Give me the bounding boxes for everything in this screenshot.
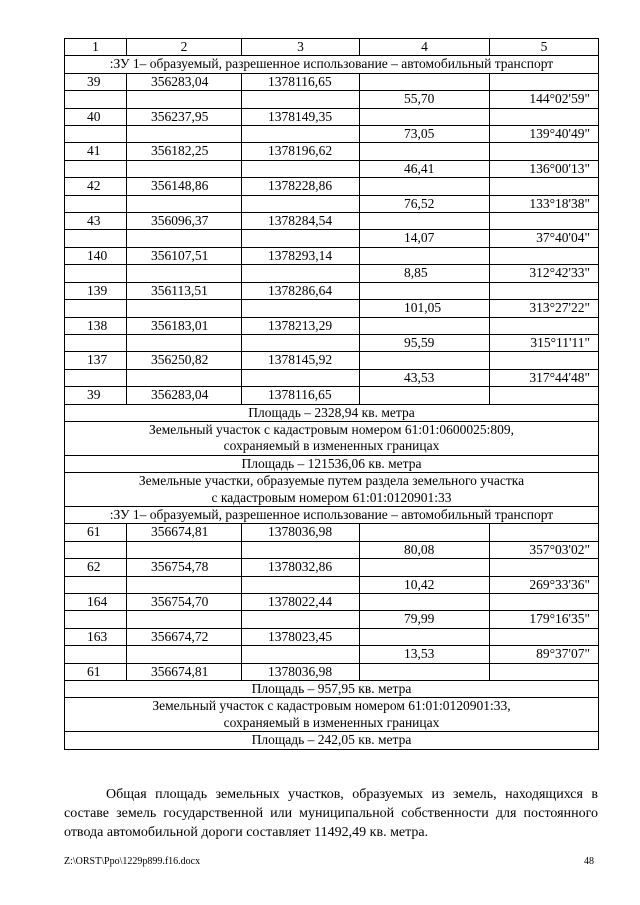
empty-cell	[65, 265, 127, 282]
area3-row	[65, 681, 599, 698]
cadastral2-row-cell	[65, 698, 599, 732]
coord-y: 1378293,14	[242, 247, 360, 264]
empty-cell	[360, 628, 490, 645]
segment-row	[65, 646, 599, 663]
segment-row	[65, 126, 599, 143]
segment-length: 43,53	[360, 369, 490, 386]
point-number: 39	[65, 73, 127, 90]
empty-cell	[65, 300, 127, 317]
segment-angle: 312°42'33"	[490, 265, 599, 282]
empty-cell	[127, 576, 242, 593]
segment-length: 101,05	[360, 300, 490, 317]
coord-y: 1378149,35	[242, 108, 360, 125]
empty-cell	[65, 230, 127, 247]
split-row-cell	[65, 473, 599, 507]
empty-cell	[65, 541, 127, 558]
area4-row-cell: Площадь – 242,05 кв. метра	[65, 732, 599, 749]
empty-cell	[490, 594, 599, 611]
coord-x: 356754,70	[127, 594, 242, 611]
table-header-row	[65, 39, 599, 56]
point-number: 39	[65, 387, 127, 404]
coord-x: 356148,86	[127, 178, 242, 195]
empty-cell	[65, 126, 127, 143]
point-row	[65, 387, 599, 404]
cadastral1-row-line2: сохраняемый в измененных границах	[223, 438, 440, 454]
empty-cell	[127, 195, 242, 212]
coord-x: 356237,95	[127, 108, 242, 125]
point-row	[65, 108, 599, 125]
point-number: 41	[65, 143, 127, 160]
coord-x: 356283,04	[127, 387, 242, 404]
empty-cell	[360, 317, 490, 334]
point-row	[65, 282, 599, 299]
point-row	[65, 178, 599, 195]
empty-cell	[127, 334, 242, 351]
empty-cell	[490, 628, 599, 645]
segment-row	[65, 160, 599, 177]
empty-cell	[127, 230, 242, 247]
empty-cell	[360, 73, 490, 90]
empty-cell	[242, 230, 360, 247]
empty-cell	[490, 108, 599, 125]
summary-text: Общая площадь земельных участков, образуемых из земель, находящихся в составе земель государственной или муниципальной собственности для постоянного отвода автомобильной дороги составляет 11492,49 кв. метра.	[64, 787, 598, 840]
point-row	[65, 524, 599, 541]
point-number: 43	[65, 213, 127, 230]
empty-cell	[242, 300, 360, 317]
coord-x: 356107,51	[127, 247, 242, 264]
point-number: 138	[65, 317, 127, 334]
split-row	[65, 473, 599, 507]
point-row	[65, 247, 599, 264]
point-number: 137	[65, 352, 127, 369]
segment-row	[65, 334, 599, 351]
cadastral1-row-line1: Земельный участок с кадастровым номером 61:01:0600025:809,	[148, 421, 515, 437]
empty-cell	[360, 559, 490, 576]
empty-cell	[127, 265, 242, 282]
empty-cell	[490, 247, 599, 264]
empty-cell	[490, 524, 599, 541]
segment-angle: 136°00'13"	[490, 160, 599, 177]
empty-cell	[65, 576, 127, 593]
point-row	[65, 317, 599, 334]
point-number: 139	[65, 282, 127, 299]
segment-length: 76,52	[360, 195, 490, 212]
coord-y: 1378196,62	[242, 143, 360, 160]
segment-angle: 315°11'11"	[490, 334, 599, 351]
empty-cell	[490, 352, 599, 369]
coord-y: 1378036,98	[242, 524, 360, 541]
empty-cell	[65, 369, 127, 386]
coord-x: 356283,04	[127, 73, 242, 90]
empty-cell	[242, 334, 360, 351]
point-number: 163	[65, 628, 127, 645]
segment-angle: 144°02'59"	[490, 91, 599, 108]
empty-cell	[360, 663, 490, 680]
segment-angle: 313°27'22"	[490, 300, 599, 317]
segment-length: 73,05	[360, 126, 490, 143]
coordinates-table	[64, 38, 599, 750]
empty-cell	[65, 611, 127, 628]
empty-cell	[360, 524, 490, 541]
area3-row-cell: Площадь – 957,95 кв. метра	[65, 681, 599, 698]
area1-row-cell: Площадь – 2328,94 кв. метра	[65, 404, 599, 421]
empty-cell	[65, 334, 127, 351]
header-cell: 2	[127, 39, 242, 56]
point-row	[65, 663, 599, 680]
segment-row	[65, 230, 599, 247]
coord-x: 356182,25	[127, 143, 242, 160]
segment-angle: 269°33'36"	[490, 576, 599, 593]
segment-length: 80,08	[360, 541, 490, 558]
segment-angle: 133°18'38"	[490, 195, 599, 212]
empty-cell	[360, 387, 490, 404]
empty-cell	[242, 91, 360, 108]
empty-cell	[242, 576, 360, 593]
point-number: 61	[65, 663, 127, 680]
empty-cell	[490, 559, 599, 576]
point-row	[65, 594, 599, 611]
section1-title-row-cell: :ЗУ 1– образуемый, разрешенное использование – автомобильный транспорт	[65, 56, 599, 73]
segment-length: 8,85	[360, 265, 490, 282]
coord-y: 1378213,29	[242, 317, 360, 334]
coord-x: 356113,51	[127, 282, 242, 299]
coord-x: 356674,81	[127, 524, 242, 541]
coord-x: 356096,37	[127, 213, 242, 230]
header-cell: 4	[360, 39, 490, 56]
empty-cell	[127, 300, 242, 317]
empty-cell	[490, 143, 599, 160]
split-row-line2: с кадастровым номером 61:01:0120901:33	[211, 489, 452, 505]
empty-cell	[490, 387, 599, 404]
point-row	[65, 143, 599, 160]
empty-cell	[242, 646, 360, 663]
empty-cell	[65, 91, 127, 108]
segment-angle: 37°40'04"	[490, 230, 599, 247]
empty-cell	[490, 178, 599, 195]
point-number: 164	[65, 594, 127, 611]
point-number: 140	[65, 247, 127, 264]
area2-row	[65, 455, 599, 472]
segment-angle: 89°37'07"	[490, 646, 599, 663]
section1-title-row	[65, 56, 599, 73]
point-number: 62	[65, 559, 127, 576]
empty-cell	[242, 126, 360, 143]
section2-title-row-cell: :ЗУ 1– образуемый, разрешенное использование – автомобильный транспорт	[65, 506, 599, 523]
empty-cell	[127, 91, 242, 108]
cadastral1-row-cell	[65, 421, 599, 455]
summary-paragraph	[64, 785, 598, 842]
empty-cell	[490, 282, 599, 299]
area1-row	[65, 404, 599, 421]
coord-y: 1378032,86	[242, 559, 360, 576]
segment-length: 14,07	[360, 230, 490, 247]
segment-angle: 357°03'02"	[490, 541, 599, 558]
footer-file-path: Z:\ORST\Ppo\1229p899.f16.docx	[64, 856, 201, 867]
section2-title-row	[65, 506, 599, 523]
coord-y: 1378145,92	[242, 352, 360, 369]
segment-length: 55,70	[360, 91, 490, 108]
coord-y: 1378023,45	[242, 628, 360, 645]
empty-cell	[360, 108, 490, 125]
coord-x: 356674,81	[127, 663, 242, 680]
empty-cell	[490, 663, 599, 680]
cadastral1-row	[65, 421, 599, 455]
segment-row	[65, 611, 599, 628]
coord-y: 1378116,65	[242, 73, 360, 90]
cadastral2-row-line2: сохраняемый в измененных границах	[223, 714, 440, 730]
empty-cell	[65, 160, 127, 177]
segment-length: 46,41	[360, 160, 490, 177]
header-cell: 1	[65, 39, 127, 56]
empty-cell	[65, 646, 127, 663]
coord-y: 1378286,64	[242, 282, 360, 299]
segment-length: 10,42	[360, 576, 490, 593]
header-cell: 3	[242, 39, 360, 56]
empty-cell	[127, 541, 242, 558]
point-number: 42	[65, 178, 127, 195]
empty-cell	[360, 143, 490, 160]
point-row	[65, 73, 599, 90]
segment-length: 79,99	[360, 611, 490, 628]
empty-cell	[127, 646, 242, 663]
coord-y: 1378228,86	[242, 178, 360, 195]
coord-y: 1378036,98	[242, 663, 360, 680]
coord-x: 356183,01	[127, 317, 242, 334]
point-row	[65, 559, 599, 576]
coord-x: 356250,82	[127, 352, 242, 369]
cadastral2-row-line1: Земельный участок с кадастровым номером 61:01:0120901:33,	[152, 698, 511, 714]
point-row	[65, 213, 599, 230]
segment-length: 13,53	[360, 646, 490, 663]
segment-angle: 139°40'49"	[490, 126, 599, 143]
coord-x: 356754,78	[127, 559, 242, 576]
segment-angle: 179°16'35"	[490, 611, 599, 628]
footer-page-number: 48	[584, 856, 594, 867]
empty-cell	[127, 369, 242, 386]
empty-cell	[360, 594, 490, 611]
cadastral2-row	[65, 698, 599, 732]
segment-length: 95,59	[360, 334, 490, 351]
empty-cell	[360, 247, 490, 264]
segment-row	[65, 265, 599, 282]
point-number: 40	[65, 108, 127, 125]
empty-cell	[242, 369, 360, 386]
empty-cell	[127, 611, 242, 628]
segment-row	[65, 541, 599, 558]
header-cell: 5	[490, 39, 599, 56]
empty-cell	[360, 352, 490, 369]
segment-row	[65, 195, 599, 212]
empty-cell	[242, 195, 360, 212]
empty-cell	[360, 213, 490, 230]
empty-cell	[490, 213, 599, 230]
empty-cell	[242, 541, 360, 558]
empty-cell	[360, 178, 490, 195]
coord-x: 356674,72	[127, 628, 242, 645]
area2-row-cell: Площадь – 121536,06 кв. метра	[65, 455, 599, 472]
point-row	[65, 352, 599, 369]
empty-cell	[490, 317, 599, 334]
area4-row	[65, 732, 599, 749]
empty-cell	[242, 265, 360, 282]
empty-cell	[242, 160, 360, 177]
empty-cell	[127, 126, 242, 143]
coord-y: 1378116,65	[242, 387, 360, 404]
point-row	[65, 628, 599, 645]
coord-y: 1378022,44	[242, 594, 360, 611]
segment-row	[65, 300, 599, 317]
empty-cell	[490, 73, 599, 90]
segment-row	[65, 576, 599, 593]
segment-row	[65, 91, 599, 108]
segment-angle: 317°44'48"	[490, 369, 599, 386]
segment-row	[65, 369, 599, 386]
point-number: 61	[65, 524, 127, 541]
empty-cell	[65, 195, 127, 212]
split-row-line1: Земельные участки, образуемые путем раздела земельного участка	[138, 473, 525, 489]
empty-cell	[242, 611, 360, 628]
coord-y: 1378284,54	[242, 213, 360, 230]
empty-cell	[127, 160, 242, 177]
empty-cell	[360, 282, 490, 299]
